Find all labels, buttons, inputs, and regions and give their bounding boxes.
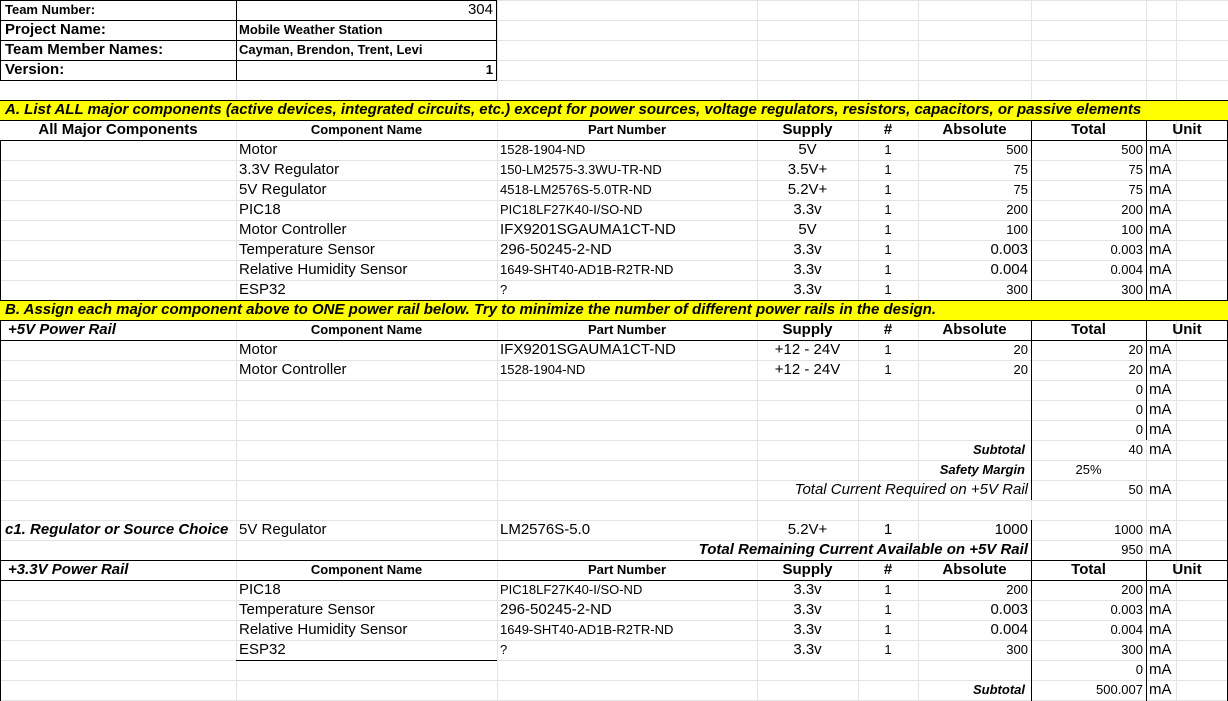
rail-33v-row-component[interactable] [236, 660, 497, 680]
section-a-row-unit[interactable]: mA [1149, 181, 1172, 198]
rail-33v-row-component[interactable]: PIC18 [239, 581, 281, 598]
section-a-row-qty[interactable]: 1 [884, 142, 892, 157]
section-a-row-absolute[interactable]: 300 [1006, 282, 1028, 297]
section-a-title[interactable]: A. List ALL major components (active devices, integrated circuits, etc.) except for power sources, voltage regulators, resistors, capacitors, or passive elements [5, 101, 1142, 118]
rail-33v-row-qty[interactable]: 1 [884, 602, 892, 617]
section-a-row-total[interactable]: 0.003 [1110, 242, 1143, 257]
section-a-row-absolute[interactable]: 75 [1013, 182, 1028, 197]
section-a-row-supply[interactable]: 5V [798, 221, 817, 238]
header-divider [1146, 120, 1147, 140]
regulator-choice-label[interactable]: c1. Regulator or Source Choice [5, 521, 229, 538]
column-header-unit[interactable]: Unit [1172, 321, 1202, 338]
header-label[interactable]: Project Name: [5, 21, 106, 38]
section-a-row-unit[interactable]: mA [1149, 281, 1172, 298]
rail-33v-row-part-number[interactable]: PIC18LF27K40-I/SO-ND [500, 582, 643, 597]
rail-5v-row-component[interactable]: Motor Controller [239, 361, 347, 378]
section-a-row-part-number[interactable]: 296-50245-2-ND [500, 241, 612, 258]
regulator-part-number[interactable]: LM2576S-5.0 [500, 521, 591, 538]
section-a-row-unit[interactable]: mA [1149, 261, 1172, 278]
rail-5v-row-unit[interactable]: mA [1149, 361, 1172, 378]
rail-33v-underline [236, 660, 497, 661]
column-header-component-name[interactable]: Component Name [310, 322, 423, 337]
header-border [0, 20, 497, 21]
rail-5v-row-unit[interactable]: mA [1149, 401, 1172, 418]
section-a-row-part-number[interactable]: IFX9201SGAUMA1CT-ND [500, 221, 676, 238]
header-label[interactable]: Team Member Names: [5, 41, 164, 58]
rail-5v-row-total[interactable]: 0 [1135, 402, 1143, 417]
header-border [0, 60, 497, 61]
rail-5v-subtotal[interactable]: 40 [1128, 442, 1143, 457]
regulator-unit[interactable]: mA [1149, 521, 1172, 538]
rail-33v-row-qty[interactable]: 1 [884, 642, 892, 657]
section-a-row-absolute[interactable]: 0.003 [990, 241, 1028, 258]
column-header-qty[interactable]: # [883, 561, 893, 578]
header-value[interactable]: 1 [485, 62, 493, 77]
section-a-row-qty[interactable]: 1 [884, 182, 892, 197]
regulator-name[interactable]: 5V Regulator [239, 521, 327, 538]
column-header-qty[interactable]: # [883, 121, 893, 138]
section-a-row-supply[interactable]: 3.3v [793, 201, 822, 218]
header-divider [1146, 320, 1147, 340]
rail-5v-row-supply[interactable] [757, 420, 858, 440]
rail-33v-row-supply[interactable]: 3.3v [793, 601, 822, 618]
rail-5v-row-part-number[interactable]: 1528-1904-ND [500, 362, 586, 377]
header-border [236, 0, 237, 81]
section-a-row-absolute[interactable]: 0.004 [990, 261, 1028, 278]
section-b-border [0, 320, 1, 701]
rail-5v-row-component[interactable] [236, 400, 497, 420]
header-divider [1031, 320, 1032, 340]
column-header-total[interactable]: Total [1071, 321, 1106, 338]
rail-33v-row-qty[interactable]: 1 [884, 582, 892, 597]
section-a-row-qty[interactable]: 1 [884, 262, 892, 277]
rail-33v-row-unit[interactable]: mA [1149, 601, 1172, 618]
column-header-absolute[interactable]: Absolute [942, 561, 1007, 578]
column-header-qty[interactable]: # [883, 321, 893, 338]
section-a-row-part-number[interactable]: ? [500, 282, 508, 297]
column-header-unit[interactable]: Unit [1172, 121, 1202, 138]
rail-5v-row-absolute[interactable]: 20 [1013, 342, 1028, 357]
column-header-total[interactable]: Total [1071, 561, 1106, 578]
rail-5v-row-part-number[interactable] [497, 420, 757, 440]
rail-5v-row-qty[interactable]: 1 [884, 362, 892, 377]
header-divider [1146, 560, 1147, 580]
header-value[interactable]: Cayman, Brendon, Trent, Levi [239, 42, 423, 57]
section-a-row-supply[interactable]: 3.3v [793, 281, 822, 298]
rail-33v-row-absolute[interactable]: 0.003 [990, 601, 1028, 618]
section-a-row-component[interactable]: 5V Regulator [239, 181, 327, 198]
section-a-divider [1146, 140, 1147, 300]
section-a-row-part-number[interactable]: 4518-LM2576S-5.0TR-ND [500, 182, 652, 197]
rail-33v-row-qty[interactable]: 1 [884, 622, 892, 637]
section-a-row-supply[interactable]: 5.2V+ [787, 181, 828, 198]
header-border [0, 0, 1, 81]
rail-5v-row-component[interactable] [236, 420, 497, 440]
header-divider [1031, 120, 1032, 140]
header-border [496, 0, 497, 81]
section-a-row-qty[interactable]: 1 [884, 162, 892, 177]
section-a-row-part-number[interactable]: 150-LM2575-3.3WU-TR-ND [500, 162, 662, 177]
section-a-row-supply[interactable]: 5V [798, 141, 817, 158]
rail-33v-row-part-number[interactable]: 296-50245-2-ND [500, 601, 612, 618]
header-value[interactable]: Mobile Weather Station [239, 22, 383, 37]
section-a-row-total[interactable]: 75 [1128, 182, 1143, 197]
section-a-row-component[interactable]: ESP32 [239, 281, 286, 298]
section-a-row-supply[interactable]: 3.3v [793, 241, 822, 258]
rail-33v-row-part-number[interactable] [497, 660, 757, 680]
section-a-row-part-number[interactable]: 1528-1904-ND [500, 142, 586, 157]
rail-33v-subtotal-unit[interactable]: mA [1149, 681, 1172, 698]
section-a-row-absolute[interactable]: 100 [1006, 222, 1028, 237]
rail-33v-row-unit[interactable]: mA [1149, 661, 1172, 678]
section-a-row-component[interactable]: Temperature Sensor [239, 241, 375, 258]
section-a-border [0, 100, 1228, 101]
rail-5v-row-total[interactable]: 0 [1135, 422, 1143, 437]
gridline-row [0, 500, 1228, 501]
rail-5v-row-component[interactable] [236, 380, 497, 400]
rail-33v-row-total[interactable]: 300 [1121, 642, 1143, 657]
rail-5v-row-part-number[interactable] [497, 400, 757, 420]
rail-5v-row-supply[interactable] [757, 400, 858, 420]
section-b-title[interactable]: B. Assign each major component above to ONE power rail below. Try to minimize the number of different power rails in the design. [5, 301, 936, 318]
column-header-unit[interactable]: Unit [1172, 561, 1202, 578]
regulator-qty[interactable]: 1 [883, 521, 893, 538]
rail-5v-row-absolute[interactable] [918, 380, 1031, 400]
rail-5v-row-qty[interactable] [858, 420, 918, 440]
header-value[interactable]: 304 [467, 1, 493, 18]
rail-5v-row-absolute[interactable] [918, 420, 1031, 440]
rail-33v-row-part-number[interactable]: ? [500, 642, 508, 657]
column-header-component-name[interactable]: Component Name [310, 562, 423, 577]
rail-5v-row-unit[interactable]: mA [1149, 341, 1172, 358]
rail-33v-row-supply[interactable]: 3.3v [793, 621, 822, 638]
regulator-absolute[interactable]: 1000 [994, 521, 1028, 538]
rail-33v-row-total[interactable]: 0.003 [1110, 602, 1143, 617]
rail-33v-row-total[interactable]: 200 [1121, 582, 1143, 597]
rail-5v-row-unit[interactable]: mA [1149, 421, 1172, 438]
column-header-total[interactable]: Total [1071, 121, 1106, 138]
section-a-row-component[interactable]: Relative Humidity Sensor [239, 261, 408, 278]
section-a-row-total[interactable]: 75 [1128, 162, 1143, 177]
section-a-row-part-number[interactable]: 1649-SHT40-AD1B-R2TR-ND [500, 262, 674, 277]
section-a-row-unit[interactable]: mA [1149, 161, 1172, 178]
section-a-row-component[interactable]: Motor Controller [239, 221, 347, 238]
rail-33v-row-absolute[interactable]: 0.004 [990, 621, 1028, 638]
rail-33v-subtotal[interactable]: 500.007 [1096, 682, 1143, 697]
rail-5v-margin-label[interactable]: Safety Margin [939, 462, 1025, 477]
header-label[interactable]: Version: [5, 61, 65, 78]
rail-5v-required[interactable]: 50 [1128, 482, 1143, 497]
section-a-row-absolute[interactable]: 500 [1006, 142, 1028, 157]
section-a-row-absolute[interactable]: 200 [1006, 202, 1028, 217]
rail-5v-required-unit[interactable]: mA [1149, 481, 1172, 498]
rail-5v-row-unit[interactable]: mA [1149, 381, 1172, 398]
rail-5v-row-supply[interactable]: +12 - 24V [774, 341, 841, 358]
rail-33v-row-unit[interactable]: mA [1149, 621, 1172, 638]
column-header-absolute[interactable]: Absolute [942, 321, 1007, 338]
section-a-row-total[interactable]: 0.004 [1110, 262, 1143, 277]
rail-5v-row-total[interactable]: 0 [1135, 382, 1143, 397]
section-a-row-qty[interactable]: 1 [884, 282, 892, 297]
column-header-supply[interactable]: Supply [782, 121, 833, 138]
rail-5v-subtotal-unit[interactable]: mA [1149, 441, 1172, 458]
column-header-part-number[interactable]: Part Number [587, 122, 667, 137]
rail-33v-row-total[interactable]: 0.004 [1110, 622, 1143, 637]
column-header-absolute[interactable]: Absolute [942, 121, 1007, 138]
rail-5v-row-qty[interactable] [858, 400, 918, 420]
rail-5v-row-total[interactable]: 20 [1128, 342, 1143, 357]
rail-5v-row-absolute[interactable] [918, 400, 1031, 420]
all-major-components-label[interactable]: All Major Components [38, 121, 198, 138]
rail-5v-row-absolute[interactable]: 20 [1013, 362, 1028, 377]
rail-5v-divider [1146, 340, 1147, 440]
section-a-row-component[interactable]: Motor [239, 141, 278, 158]
rail-5v-row-qty[interactable] [858, 380, 918, 400]
rail-5v-label[interactable]: +5V Power Rail [8, 321, 116, 338]
section-a-row-total[interactable]: 100 [1121, 222, 1143, 237]
section-b-border [0, 300, 1228, 301]
column-header-supply[interactable]: Supply [782, 561, 833, 578]
rail-33v-row-absolute[interactable] [918, 660, 1031, 680]
rail-33v-row-total[interactable]: 0 [1135, 662, 1143, 677]
rail-33v-row-unit[interactable]: mA [1149, 641, 1172, 658]
rail-5v-row-part-number[interactable]: IFX9201SGAUMA1CT-ND [500, 341, 676, 358]
section-a-border [0, 140, 1, 300]
rail-33v-label[interactable]: +3.3V Power Rail [8, 561, 129, 578]
rail-33v-row-component[interactable]: Relative Humidity Sensor [239, 621, 408, 638]
section-a-divider [1031, 140, 1032, 300]
rail-5v-subtotal-label[interactable]: Subtotal [973, 442, 1025, 457]
section-a-row-unit[interactable]: mA [1149, 241, 1172, 258]
column-header-supply[interactable]: Supply [782, 321, 833, 338]
section-a-row-component[interactable]: 3.3V Regulator [239, 161, 340, 178]
header-label[interactable]: Team Number: [5, 2, 96, 17]
column-header-part-number[interactable]: Part Number [587, 322, 667, 337]
rail-33v-row-supply[interactable]: 3.3v [793, 641, 822, 658]
rail-5v-row-qty[interactable]: 1 [884, 342, 892, 357]
rail-33v-row-unit[interactable]: mA [1149, 581, 1172, 598]
section-a-row-component[interactable]: PIC18 [239, 201, 281, 218]
rail-5v-row-part-number[interactable] [497, 380, 757, 400]
regulator-total[interactable]: 1000 [1114, 522, 1143, 537]
regulator-divider [1031, 520, 1032, 560]
rail-33v-row-supply[interactable] [757, 660, 858, 680]
rail-33v-row-component[interactable]: Temperature Sensor [239, 601, 375, 618]
header-border [0, 40, 497, 41]
rail-5v-row-supply[interactable]: +12 - 24V [774, 361, 841, 378]
section-a-row-qty[interactable]: 1 [884, 202, 892, 217]
column-header-component-name[interactable]: Component Name [310, 122, 423, 137]
rail-5v-row-component[interactable]: Motor [239, 341, 278, 358]
rail-33v-row-component[interactable]: ESP32 [239, 641, 286, 658]
remaining-current-label[interactable]: Total Remaining Current Available on +5V Rail [698, 541, 1028, 558]
rail-5v-required-label[interactable]: Total Current Required on +5V Rail [794, 481, 1028, 498]
column-header-part-number[interactable]: Part Number [587, 562, 667, 577]
remaining-current[interactable]: 950 [1121, 542, 1143, 557]
remaining-current-unit[interactable]: mA [1149, 541, 1172, 558]
section-a-row-qty[interactable]: 1 [884, 222, 892, 237]
rail-5v-row-supply[interactable] [757, 380, 858, 400]
section-a-row-total[interactable]: 500 [1121, 142, 1143, 157]
header-divider [1031, 560, 1032, 580]
section-a-row-part-number[interactable]: PIC18LF27K40-I/SO-ND [500, 202, 643, 217]
section-a-row-total[interactable]: 300 [1121, 282, 1143, 297]
rail-5v-margin[interactable]: 25% [1075, 462, 1102, 477]
section-a-row-supply[interactable]: 3.5V+ [787, 161, 828, 178]
section-a-row-supply[interactable]: 3.3v [793, 261, 822, 278]
rail-33v-row-part-number[interactable]: 1649-SHT40-AD1B-R2TR-ND [500, 622, 674, 637]
section-a-row-total[interactable]: 200 [1121, 202, 1143, 217]
section-a-row-unit[interactable]: mA [1149, 221, 1172, 238]
rail-33v-row-absolute[interactable]: 300 [1006, 642, 1028, 657]
section-a-row-absolute[interactable]: 75 [1013, 162, 1028, 177]
header-border [0, 80, 497, 81]
rail-33v-subtotal-label[interactable]: Subtotal [973, 682, 1025, 697]
rail-33v-row-qty[interactable] [858, 660, 918, 680]
header-border [0, 0, 497, 1]
section-a-row-unit[interactable]: mA [1149, 201, 1172, 218]
section-a-row-unit[interactable]: mA [1149, 141, 1172, 158]
rail-5v-row-total[interactable]: 20 [1128, 362, 1143, 377]
rail-33v-row-supply[interactable]: 3.3v [793, 581, 822, 598]
regulator-supply[interactable]: 5.2V+ [787, 521, 828, 538]
section-a-row-qty[interactable]: 1 [884, 242, 892, 257]
rail-33v-row-absolute[interactable]: 200 [1006, 582, 1028, 597]
